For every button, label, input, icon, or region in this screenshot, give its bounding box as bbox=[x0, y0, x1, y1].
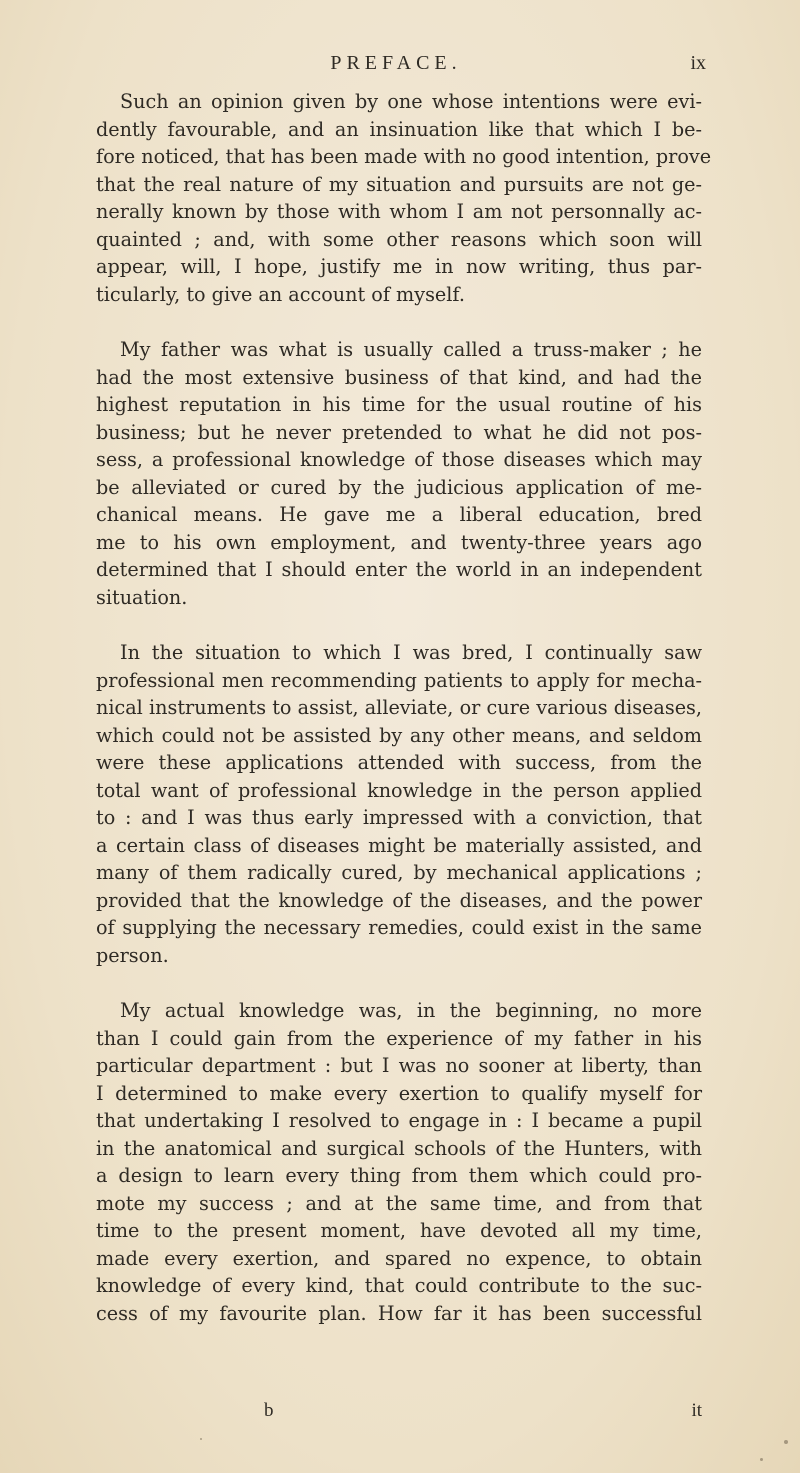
paragraph-3 bbox=[96, 639, 702, 969]
text-line: In the situation to which I was bred, I continually saw bbox=[120, 641, 702, 664]
text-line: professional men recommending patients to apply for mecha- bbox=[96, 668, 702, 692]
text-line: had the most extensive business of that kind, and had the bbox=[96, 365, 702, 389]
paper-speck bbox=[784, 1440, 788, 1444]
text-line: which could not be assisted by any other means, and seldom bbox=[96, 723, 702, 747]
text-line: a certain class of diseases might be materially assisted, and bbox=[96, 833, 702, 857]
text-line: provided that the knowledge of the diseases, and the power bbox=[96, 888, 702, 912]
text-line: My actual knowledge was, in the beginning, no more bbox=[120, 999, 702, 1022]
text-line: many of them radically cured, by mechanical applications ; bbox=[96, 861, 702, 884]
text-line: time to the present moment, have devoted all my time, bbox=[96, 1219, 702, 1242]
text-line: quainted ; and, with some other reasons which soon will bbox=[96, 227, 702, 251]
text-line: that the real nature of my situation and pursuits are not ge- bbox=[96, 172, 702, 196]
paper-speck bbox=[200, 1438, 202, 1440]
text-line: situation. bbox=[96, 585, 188, 609]
text-line: be alleviated or cured by the judicious application of me- bbox=[96, 475, 702, 499]
text-line: mote my success ; and at the same time, and from that bbox=[96, 1191, 702, 1215]
text-line: Such an opinion given by one whose intentions were evi- bbox=[120, 90, 702, 113]
text-line: chanical means. He gave me a liberal education, bred bbox=[96, 503, 702, 526]
text-line: nerally known by those with whom I am not personnally ac- bbox=[96, 200, 702, 223]
text-line: fore noticed, that has been made with no good intention, prove bbox=[96, 145, 712, 168]
text-line: me to his own employment, and twenty-three years ago bbox=[96, 530, 702, 554]
text-line: were these applications attended with success, from the bbox=[96, 751, 702, 774]
text-line: dently favourable, and an insinuation like that which I be- bbox=[96, 117, 702, 141]
body-text bbox=[96, 88, 712, 1355]
text-line: business; but he never pretended to what he did not pos- bbox=[96, 420, 702, 444]
running-title: PREFACE. bbox=[330, 52, 462, 74]
text-line: knowledge of every kind, that could contribute to the suc- bbox=[96, 1274, 702, 1297]
signature-mark: b bbox=[264, 1400, 274, 1421]
text-line: in the anatomical and surgical schools of the Hunters, with bbox=[96, 1136, 702, 1160]
text-line: particular department : but I was no sooner at liberty, than bbox=[96, 1054, 702, 1077]
paragraph-1 bbox=[96, 88, 712, 308]
text-line: highest reputation in his time for the usual routine of his bbox=[96, 393, 702, 416]
text-line: than I could gain from the experience of my father in his bbox=[96, 1026, 702, 1050]
text-line: that undertaking I resolved to engage in : I became a pupil bbox=[96, 1109, 702, 1132]
text-line: determined that I should enter the world in an independent bbox=[96, 558, 702, 581]
text-line: total want of professional knowledge in the person applied bbox=[96, 778, 702, 802]
page-number: ix bbox=[690, 52, 706, 74]
text-line: nical instruments to assist, alleviate, or cure various diseases, bbox=[96, 696, 702, 719]
paper-speck bbox=[760, 1458, 763, 1461]
text-line: made every exertion, and spared no expence, to obtain bbox=[96, 1246, 702, 1270]
text-line: cess of my favourite plan. How far it has been successful bbox=[96, 1301, 702, 1325]
text-line: My father was what is usually called a truss-maker ; he bbox=[120, 338, 702, 361]
text-line: to : and I was thus early impressed with a conviction, that bbox=[96, 806, 702, 829]
text-line: a design to learn every thing from them which could pro- bbox=[96, 1164, 702, 1187]
footer-line bbox=[96, 1400, 702, 1430]
paragraph-2 bbox=[96, 336, 702, 611]
paragraph-4 bbox=[96, 997, 702, 1327]
text-line: I determined to make every exertion to qualify myself for bbox=[96, 1081, 702, 1105]
catchword: it bbox=[691, 1400, 702, 1421]
text-line: of supplying the necessary remedies, could exist in the same bbox=[96, 916, 702, 939]
text-line: appear, will, I hope, justify me in now writing, thus par- bbox=[96, 255, 702, 278]
text-line: ticularly, to give an account of myself. bbox=[96, 282, 465, 306]
running-head bbox=[96, 52, 706, 80]
text-line: sess, a professional knowledge of those diseases which may bbox=[96, 448, 702, 471]
text-line: person. bbox=[96, 943, 169, 967]
